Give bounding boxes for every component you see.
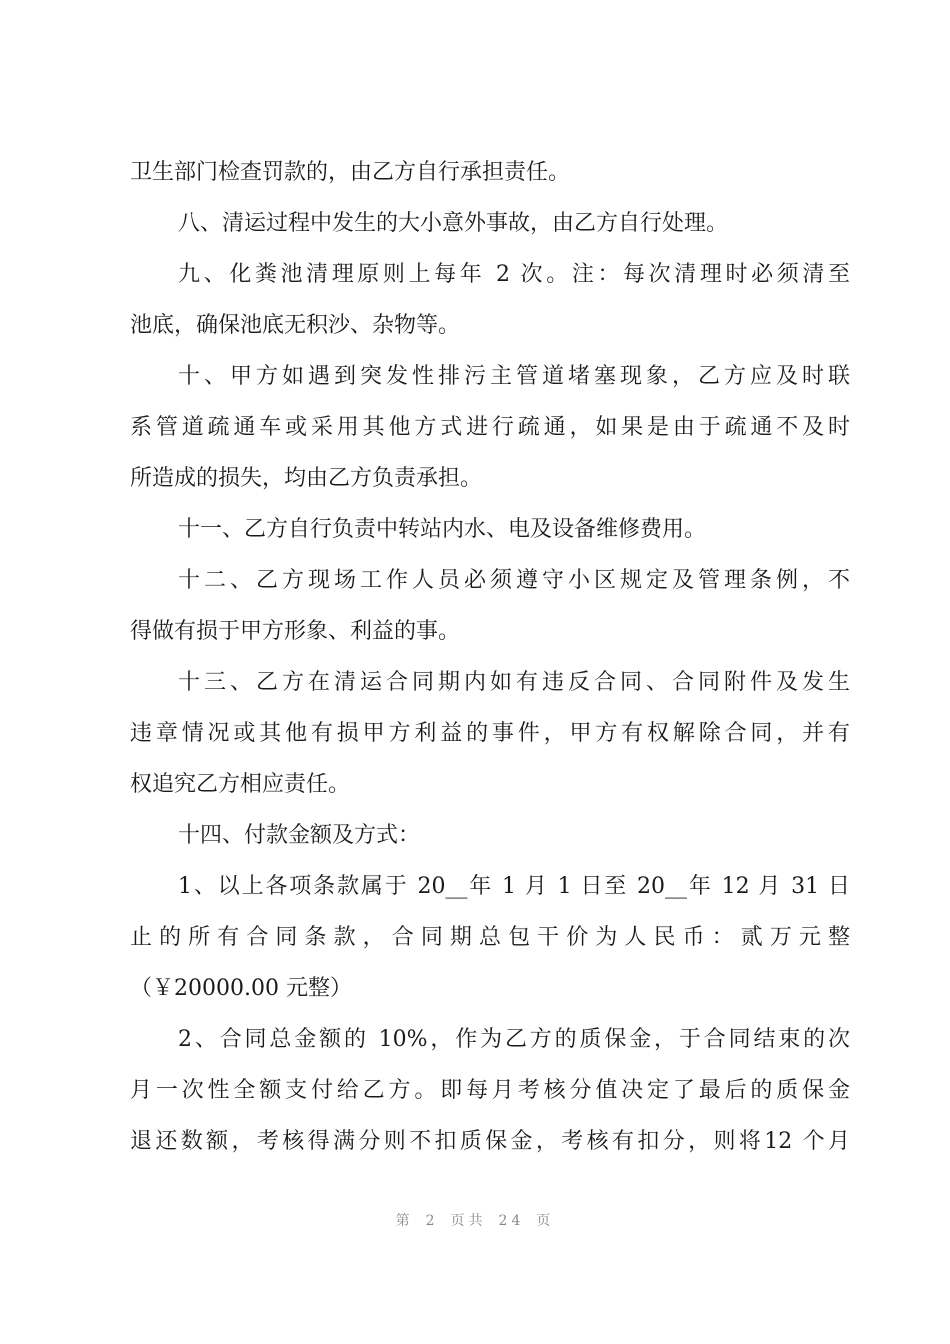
footer-middle: 页共 xyxy=(450,1213,487,1229)
footer-total-pages: 24 xyxy=(498,1213,525,1229)
text-line: 十三、乙方在清运合同期内如有违反合同、合同附件及发生 xyxy=(178,670,850,695)
text-line: 九、化粪池清理原则上每年 2 次。注：每次清理时必须清至 xyxy=(178,262,850,287)
text-line: 月一次性全额支付给乙方。即每月考核分值决定了最后的质保金 xyxy=(130,1078,850,1103)
text-line: 八、清运过程中发生的大小意外事故，由乙方自行处理。 xyxy=(178,211,729,236)
text-line: （￥20000.00 元整） xyxy=(130,976,352,1001)
text-line: 权追究乙方相应责任。 xyxy=(130,772,351,797)
text-line: 止的所有合同条款，合同期总包干价为人民币：贰万元整 xyxy=(130,925,850,950)
text-line: 十四、付款金额及方式： xyxy=(178,823,421,848)
text-line: 所造成的损失，均由乙方负责承担。 xyxy=(130,466,483,491)
text-line: 池底，确保池底无积沙、杂物等。 xyxy=(130,313,461,338)
footer-suffix: 页 xyxy=(536,1213,555,1229)
footer-current-page: 2 xyxy=(425,1213,439,1229)
text-line: 十、甲方如遇到突发性排污主管道堵塞现象，乙方应及时联 xyxy=(178,364,850,389)
text-line: 十一、乙方自行负责中转站内水、电及设备维修费用。 xyxy=(178,517,707,542)
text-line: 违章情况或其他有损甲方利益的事件，甲方有权解除合同，并有 xyxy=(130,721,850,746)
text-line: 十二、乙方现场工作人员必须遵守小区规定及管理条例，不 xyxy=(178,568,850,593)
text-line: 卫生部门检查罚款的，由乙方自行承担责任。 xyxy=(130,160,571,185)
document-body xyxy=(130,147,850,1167)
text-line: 1、以上各项条款属于 20__年 1 月 1 日至 20__年 12 月 31 日 xyxy=(178,874,850,899)
text-line: 得做有损于甲方形象、利益的事。 xyxy=(130,619,461,644)
text-line: 系管道疏通车或采用其他方式进行疏通，如果是由于疏通不及时 xyxy=(130,415,850,440)
text-line: 2、合同总金额的 10%，作为乙方的质保金，于合同结束的次 xyxy=(178,1027,850,1052)
text-line: 退还数额，考核得满分则不扣质保金，考核有扣分，则将12 个月 xyxy=(130,1129,850,1154)
footer-prefix: 第 xyxy=(395,1213,414,1229)
page-footer xyxy=(0,1210,950,1230)
